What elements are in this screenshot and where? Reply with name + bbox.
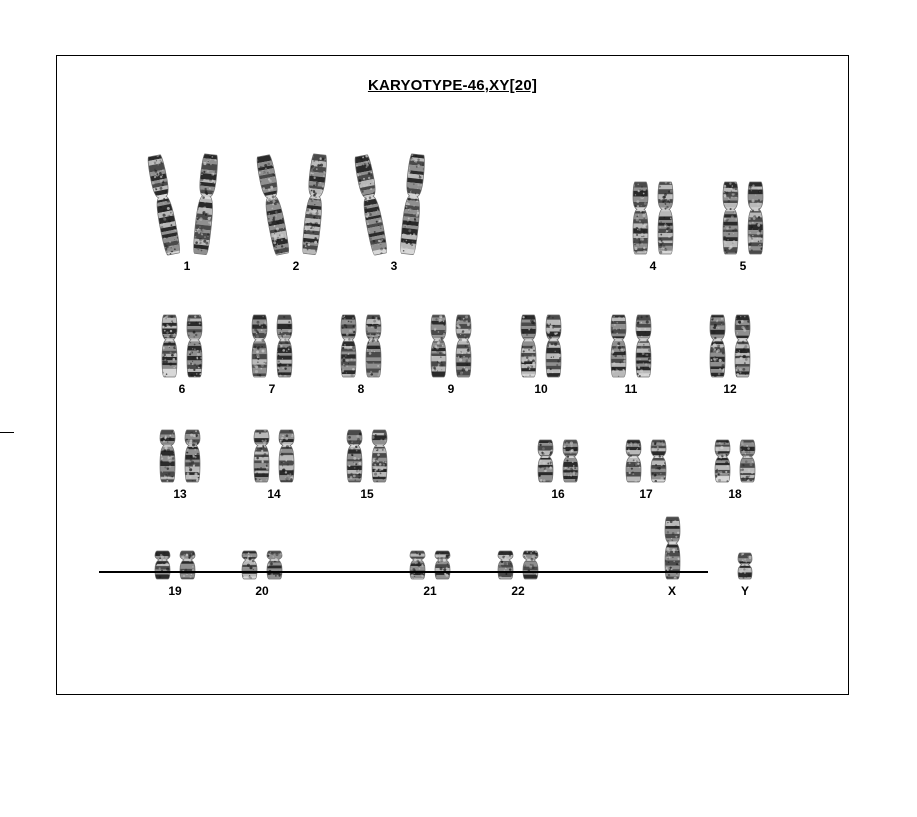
chromosome-image — [432, 548, 453, 582]
chromosome-image — [732, 312, 753, 380]
chromosome-pair-images — [705, 151, 781, 257]
chromosome-pair-10 — [505, 274, 577, 395]
chromosome-image — [735, 550, 755, 582]
chromosome-label: 15 — [360, 487, 374, 501]
chromosome-image — [707, 312, 728, 380]
chromosome-pair-images — [397, 476, 463, 582]
chromosome-image — [655, 179, 676, 257]
chromosome-pair-images — [647, 476, 697, 582]
chromosome-label: 18 — [728, 487, 742, 501]
chromosome-image — [630, 179, 651, 257]
chromosome-image — [363, 312, 384, 380]
chromosome-image — [396, 150, 429, 258]
chromosome-label: 2 — [292, 259, 300, 273]
chromosome-row-4 — [57, 476, 848, 606]
chromosome-label: 4 — [649, 259, 657, 273]
chromosome-pair-1 — [144, 151, 230, 272]
chromosome-pair-images — [702, 379, 768, 485]
chromosome-pair-images — [485, 476, 551, 582]
chromosome-image — [745, 179, 766, 257]
chromosome-row-1 — [57, 151, 848, 281]
chromosome-pair-images — [613, 379, 679, 485]
chromosome-image — [633, 312, 654, 380]
chromosome-pair-21 — [397, 476, 463, 597]
chromosome-image — [239, 548, 260, 582]
bottom-rule — [99, 571, 708, 573]
chromosome-label: 21 — [423, 584, 437, 598]
chromosome-label: 12 — [723, 382, 737, 396]
chromosome-label: 11 — [624, 382, 638, 396]
chromosome-pair-8 — [325, 274, 397, 395]
chromosome-pair-images — [505, 274, 577, 380]
chromosome-image — [249, 312, 270, 380]
chromosome-label: 7 — [268, 382, 276, 396]
chromosome-image — [189, 150, 222, 258]
chromosome-label: 9 — [447, 382, 455, 396]
chromosome-pair-5 — [705, 151, 781, 272]
chromosome-label: 8 — [357, 382, 365, 396]
karyotype-image-frame — [56, 55, 849, 695]
chromosome-pair-19 — [142, 476, 208, 597]
chromosome-label: 19 — [168, 584, 182, 598]
chromosome-pair-images — [253, 151, 339, 257]
chromosome-label: 6 — [178, 382, 186, 396]
chromosome-pair-images — [144, 274, 220, 380]
chromosome-image — [159, 312, 180, 380]
chromosome-pair-images — [229, 476, 295, 582]
chromosome-image — [350, 151, 392, 259]
chromosome-label: 22 — [511, 584, 525, 598]
chromosome-image — [274, 312, 295, 380]
chromosome-label: 13 — [173, 487, 187, 501]
chromosome-pair-images — [720, 476, 770, 582]
chromosome-image — [184, 312, 205, 380]
chromosome-image — [407, 548, 428, 582]
chromosome-pair-20 — [229, 476, 295, 597]
chromosome-image — [518, 312, 539, 380]
chromosome-image — [495, 548, 516, 582]
chromosome-image — [520, 548, 541, 582]
chromosome-pair-images — [615, 151, 691, 257]
chromosome-pair-9 — [415, 274, 487, 395]
chromosome-label: 10 — [534, 382, 548, 396]
chromosome-pair-images — [142, 476, 208, 582]
chromosome-image — [264, 548, 285, 582]
chromosome-pair-images — [238, 379, 310, 485]
left-edge-tick-mark — [0, 432, 14, 433]
chromosome-pair-images — [325, 274, 397, 380]
chromosome-pair-images — [354, 151, 434, 257]
chromosome-pair-12 — [694, 274, 766, 395]
chromosome-pair-7 — [234, 274, 310, 395]
chromosome-label: X — [667, 584, 676, 598]
chromosome-label: 16 — [551, 487, 565, 501]
chromosome-image — [143, 151, 185, 259]
chromosome-pair-images — [525, 379, 591, 485]
chromosome-label: 1 — [183, 259, 191, 273]
chromosome-pair-2 — [253, 151, 339, 272]
chromosome-image — [338, 312, 359, 380]
chromosome-label: Y — [740, 584, 749, 598]
chromosome-image — [608, 312, 629, 380]
chromosome-label: 5 — [739, 259, 747, 273]
chromosome-pair-11 — [595, 274, 667, 395]
chromosome-pair-6 — [144, 274, 220, 395]
chromosome-label: 3 — [390, 259, 398, 273]
chromosome-image — [298, 150, 331, 258]
chromosome-pair-4 — [615, 151, 691, 272]
chromosome-pair-images — [144, 151, 230, 257]
chromosome-image — [543, 312, 564, 380]
chromosome-pair-3 — [354, 151, 434, 272]
chromosome-image — [720, 179, 741, 257]
chromosome-label: 17 — [639, 487, 653, 501]
chromosome-image — [453, 312, 474, 380]
chromosome-pair-images — [331, 379, 403, 485]
chromosome-pair-22 — [485, 476, 551, 597]
chromosome-pair-y — [720, 476, 770, 597]
chromosome-pair-images — [415, 274, 487, 380]
chromosome-pair-images — [595, 274, 667, 380]
chromosome-pair-images — [694, 274, 766, 380]
chromosome-image — [177, 548, 198, 582]
chromosome-image — [428, 312, 449, 380]
chromosome-image — [252, 151, 294, 259]
chromosome-pair-x — [647, 476, 697, 597]
karyotype-title: KARYOTYPE-46,XY[20] — [367, 77, 538, 94]
chromosome-label: 14 — [267, 487, 281, 501]
chromosome-pair-images — [234, 274, 310, 380]
chromosome-label: 20 — [255, 584, 269, 598]
chromosome-image — [152, 548, 173, 582]
chromosome-pair-images — [144, 379, 216, 485]
